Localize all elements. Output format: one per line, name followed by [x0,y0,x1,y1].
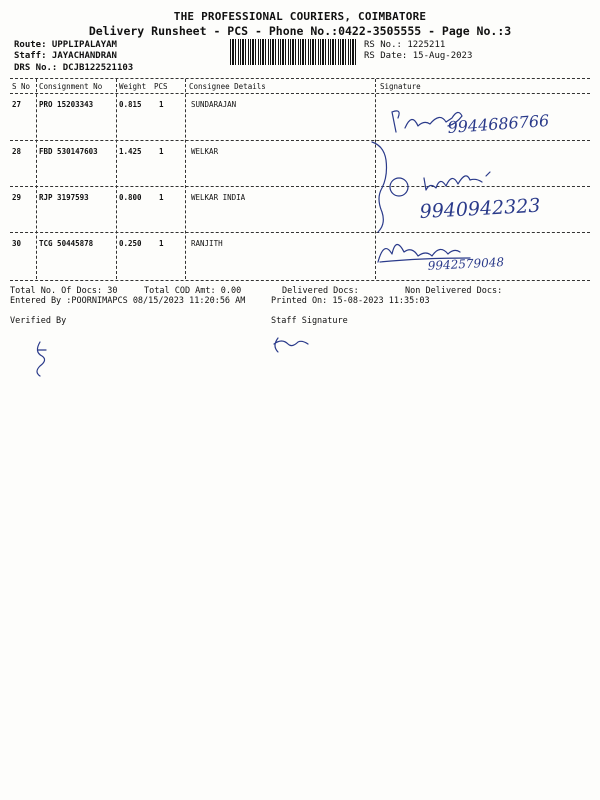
row-consignee: RANJITH [191,239,223,248]
entered-by: Entered By :POORNIMAPCS 08/15/2023 11:20:56 AM [10,296,246,306]
handwritten-phone: 9940942323 [419,194,541,223]
col-header-consignee: Consignee Details [189,82,266,91]
staff-signature-label: Staff Signature [271,316,348,326]
printed-on: Printed On: 15-08-2023 11:35:03 [271,296,430,306]
signature-circle [390,178,408,196]
col-header-sno: S No [12,82,31,91]
rs-date: RS Date: 15-Aug-2023 [364,51,473,61]
rs-number: RS No.: 1225211 [364,40,446,50]
route-label: Route: UPPLIPALAYAM [14,40,117,50]
total-docs: Total No. Of Docs: 30 [10,286,118,296]
non-delivered-docs: Non Delivered Docs: [405,286,503,296]
row-consignee: WELKAR INDIA [191,193,246,202]
col-header-signature: Signature [380,82,421,91]
row-consignment: TCG 50445878 [39,239,94,248]
col-header-pcs: PCS [154,82,168,91]
row-consignment: PRO 15203343 [39,100,94,109]
row-pcs: 1 [159,147,164,156]
handwritten-phone: 9944686766 [446,110,550,137]
company-title: THE PROFESSIONAL COURIERS, COIMBATORE [173,10,427,23]
verifier-signature [37,342,46,376]
total-cod: Total COD Amt: 0.00 [144,286,242,296]
row-weight: 1.425 [119,147,142,156]
delivered-docs: Delivered Docs: [282,286,359,296]
row-weight: 0.250 [119,239,142,248]
col-header-consignment: Consignment No [39,82,103,91]
runsheet-subtitle: Delivery Runsheet - PCS - Phone No.:0422-3505555 - Page No.:3 [88,24,512,38]
row-consignee: SUNDARAJAN [191,100,237,109]
col-header-weight: Weight [119,82,147,91]
row-pcs: 1 [159,239,164,248]
staff-signature-scribble [274,338,308,352]
row-consignment: RJP 3197593 [39,193,89,202]
row-weight: 0.800 [119,193,142,202]
row-weight: 0.815 [119,100,142,109]
drs-number: DRS No.: DCJB122521103 [14,63,134,73]
verified-by-label: Verified By [10,316,67,326]
row-sno: 27 [12,100,22,109]
row-sno: 29 [12,193,22,202]
row-consignee: WELKAR [191,147,219,156]
signature-bracket [372,142,387,232]
row-consignment: FBD 530147603 [39,147,98,156]
row-pcs: 1 [159,100,164,109]
row-sno: 28 [12,147,22,156]
row-pcs: 1 [159,193,164,202]
signature-scribble [424,172,490,190]
row-sno: 30 [12,239,22,248]
staff-label: Staff: JAYACHANDRAN [14,51,117,61]
handwritten-phone: 9942579048 [427,255,505,273]
